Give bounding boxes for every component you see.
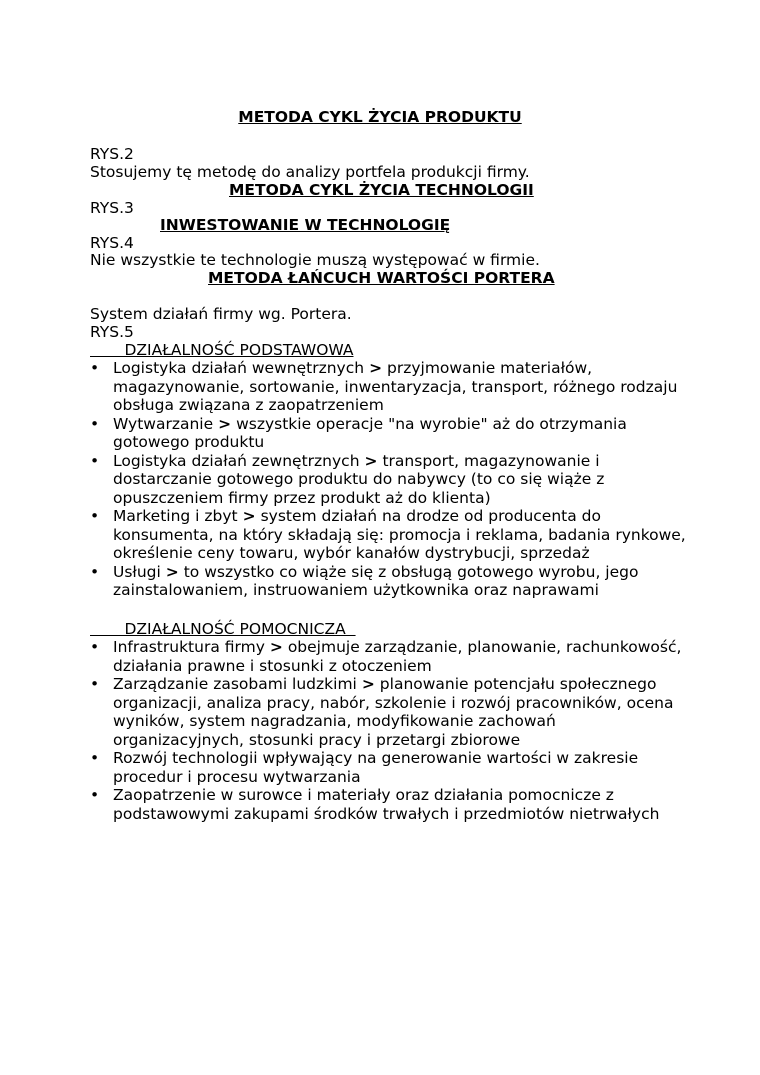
primary-activities-list <box>90 359 690 600</box>
activity-name: Infrastruktura firmy <box>113 638 265 656</box>
bullet-icon: • <box>90 562 100 581</box>
paragraph-portfolio: Stosujemy tę metodę do analizy portfela produkcji firmy. <box>90 163 530 181</box>
activity-name: Wytwarzanie <box>113 414 214 433</box>
heading-porter-value-chain: METODA ŁAŃCUCH WARTOŚCI PORTERA <box>208 269 555 287</box>
activity-name: Logistyka działań wewnętrznych <box>113 359 365 377</box>
list-item <box>90 359 690 415</box>
activity-name: Zarządzanie zasobami ludzkimi <box>113 675 357 693</box>
figure-label-rys3: RYS.3 <box>90 199 134 217</box>
list-item <box>90 638 690 675</box>
list-item <box>90 749 690 786</box>
activity-text: Rozwój technologii wpływający na generowanie wartości w zakresie procedur i procesu wytwarzania <box>113 749 639 786</box>
activity-description: transport, magazynowanie i dostarczanie gotowego produktu do nabywcy (to co się wiąże z opuszczeniem firmy przez produkt aż do klienta) <box>113 451 605 507</box>
activity-description: system działań na drodze od producenta do konsumenta, na który składają się: promocja i reklama, badania rynkowe, określenie ceny towaru, wybór kanałów dystrybucji, sprzedaż <box>113 507 686 562</box>
activity-name: Marketing i zbyt <box>113 507 238 525</box>
list-item <box>90 415 690 452</box>
bullet-icon: • <box>90 414 100 433</box>
arrow-marker: > <box>242 507 256 525</box>
heading-technology-investment: INWESTOWANIE W TECHNOLOGIĘ <box>160 216 451 234</box>
bullet-icon: • <box>90 675 100 693</box>
activity-description: wszystkie operacje "na wyrobie" aż do otrzymania gotowego produktu <box>113 414 627 451</box>
activity-description: przyjmowanie materiałów, magazynowanie, sortowanie, inwentaryzacja, transport, różnego rodzaju obsługa związana z zaopatrzeniem <box>113 359 678 414</box>
bullet-icon: • <box>90 359 100 377</box>
activity-description: planowanie potencjału społecznego organizacji, analiza pracy, nabór, szkolenie i rozwój pracowników, ocena wyników, system nagradzania, modyfikowanie zachowań organizacyjnych, stosunki pracy i przetargi zbiorowe <box>113 675 674 749</box>
bullet-icon: • <box>90 638 100 656</box>
section-title-support-activities: DZIAŁALNOŚĆ POMOCNICZA <box>90 620 356 638</box>
activity-name: Logistyka działań zewnętrznych <box>113 451 360 470</box>
bullet-icon: • <box>90 749 100 767</box>
list-item <box>90 452 690 508</box>
arrow-marker: > <box>218 414 232 433</box>
figure-label-rys5: RYS.5 <box>90 323 134 341</box>
arrow-marker: > <box>364 451 378 470</box>
bullet-icon: • <box>90 786 100 804</box>
arrow-marker: > <box>165 562 179 581</box>
section-title-primary-activities: DZIAŁALNOŚĆ PODSTAWOWA <box>90 341 354 359</box>
bullet-icon: • <box>90 451 100 470</box>
arrow-marker: > <box>361 675 375 693</box>
heading-technology-lifecycle: METODA CYKL ŻYCIA TECHNOLOGII <box>229 181 534 199</box>
paragraph-technologies: Nie wszystkie te technologie muszą występować w firmie. <box>90 251 540 269</box>
list-item <box>90 675 690 749</box>
paragraph-porter-system: System działań firmy wg. Portera. <box>90 305 352 323</box>
support-activities-list <box>90 638 690 823</box>
bullet-icon: • <box>90 507 100 525</box>
activity-name: Usługi <box>113 562 161 581</box>
page-title: METODA CYKL ŻYCIA PRODUKTU <box>238 108 522 126</box>
list-item <box>90 507 690 563</box>
activity-description: obejmuje zarządzanie, planowanie, rachunkowość, działania prawne i stosunki z otoczeniem <box>113 638 682 675</box>
list-item <box>90 786 690 823</box>
list-item <box>90 563 690 600</box>
activity-text: Zaopatrzenie w surowce i materiały oraz działania pomocnicze z podstawowymi zakupami środków trwałych i przedmiotów nietrwałych <box>113 786 660 823</box>
arrow-marker: > <box>269 638 283 656</box>
figure-label-rys2: RYS.2 <box>90 145 134 163</box>
figure-label-rys4: RYS.4 <box>90 234 134 252</box>
activity-description: to wszystko co wiąże się z obsługą gotowego wyrobu, jego zainstalowaniem, instruowaniem użytkownika oraz naprawami <box>113 562 639 599</box>
arrow-marker: > <box>369 359 383 377</box>
